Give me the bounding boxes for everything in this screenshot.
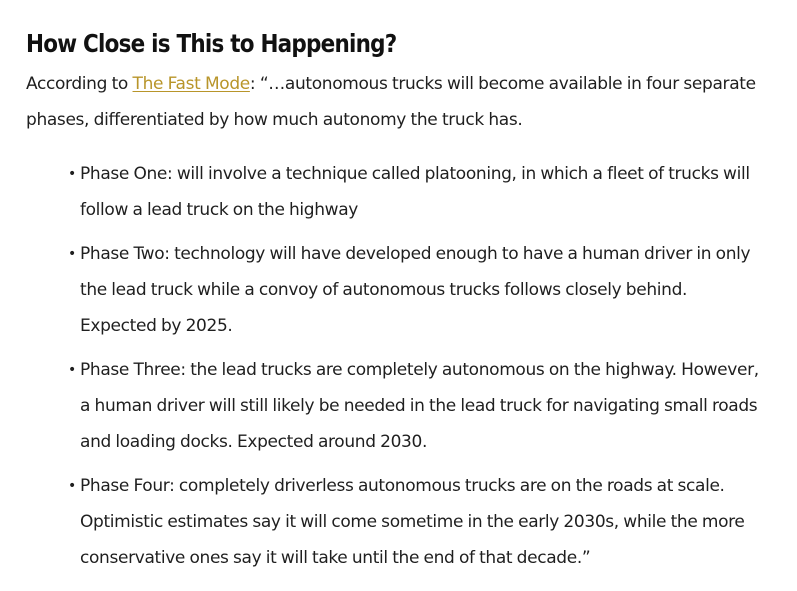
phase-text: Phase Two: technology will have developed enough to have a human driver in only the lead truck while a convoy of autonomous trucks follows closely behind. Expected by 2025.	[80, 244, 751, 336]
the-fast-mode-link[interactable]: The Fast Mode	[132, 74, 250, 94]
intro-paragraph	[26, 66, 771, 138]
intro-prefix: According to	[26, 74, 133, 94]
list-item-phase-one	[68, 156, 771, 228]
list-item-phase-four	[68, 468, 771, 576]
phase-text: Phase Three: the lead trucks are completely autonomous on the highway. However, a human driver will still likely be needed in the lead truck for navigating small roads and loading docks. Expected around 2030.	[80, 360, 759, 452]
phase-text: Phase One: will involve a technique called platooning, in which a fleet of trucks will follow a lead truck on the highway	[80, 164, 750, 220]
list-item-phase-two	[68, 236, 771, 344]
intro-quote: : “…autonomous trucks will become available in four separate phases, differentiated by how much autonomy the truck has.	[26, 74, 756, 130]
phase-text: Phase Four: completely driverless autonomous trucks are on the roads at scale. Optimistic estimates say it will come sometime in the early 2030s, while the more conservative ones say it will take until the end of that decade.”	[80, 476, 745, 568]
section-heading: How Close is This to Happening?	[26, 29, 397, 58]
bullet-icon: •	[68, 166, 76, 182]
article	[26, 22, 771, 584]
bullet-icon: •	[68, 246, 76, 262]
list-item-phase-three	[68, 352, 771, 460]
bullet-icon: •	[68, 362, 76, 378]
phases-list	[26, 156, 771, 576]
bullet-icon: •	[68, 478, 76, 494]
